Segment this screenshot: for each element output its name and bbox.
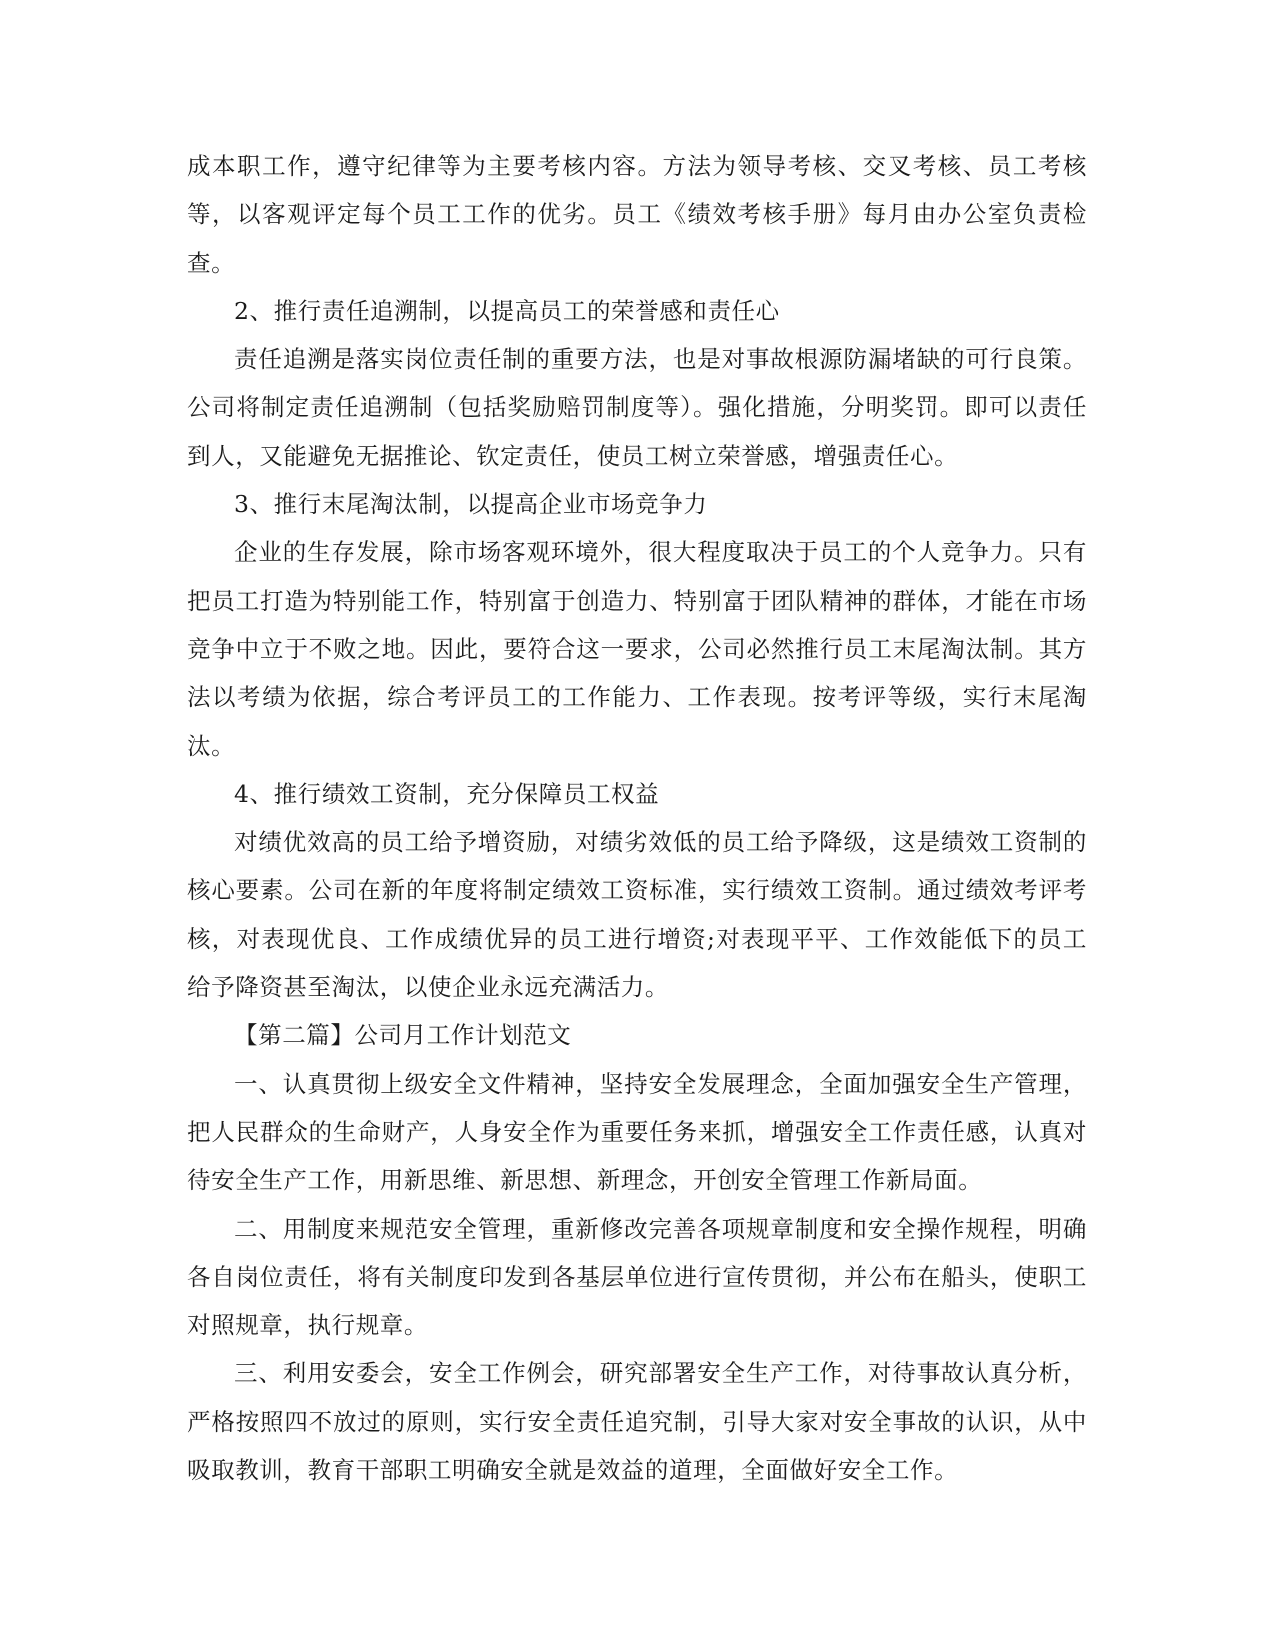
- paragraph-responsibility: 责任追溯是落实岗位责任制的重要方法，也是对事故根源防漏堵缺的可行良策。公司将制定责任追溯制（包括奖励赔罚制度等）。强化措施，分明奖罚。即可以责任到人，又能避免无据推论、钦定责任，使员工树立荣誉感，增强责任心。: [187, 345, 1087, 470]
- document-body: [187, 142, 1087, 1494]
- paragraph-item-1: 一、认真贯彻上级安全文件精神，坚持安全发展理念，全面加强安全生产管理，把人民群众的生命财产，人身安全作为重要任务来抓，增强安全工作责任感，认真对待安全生产工作，用新思维、新思想、新理念，开创安全管理工作新局面。: [187, 1069, 1087, 1195]
- paragraph-elimination: 企业的生存发展，除市场客观环境外，很大程度取决于员工的个人竞争力。只有把员工打造为特别能工作，特别富于创造力、特别富于团队精神的群体，才能在市场竞争中立于不败之地。因此，要符合这一要求，公司必然推行员工末尾淘汰制。其方法以考绩为依据，综合考评员工的工作能力、工作表现。按考评等级，实行末尾淘汰。: [187, 538, 1087, 760]
- section-heading-4: 4、推行绩效工资制，充分保障员工权益: [234, 779, 660, 808]
- paragraph-item-2: 二、用制度来规范安全管理，重新修改完善各项规章制度和安全操作规程，明确各自岗位责任，将有关制度印发到各基层单位进行宣传贯彻，并公布在船头，使职工对照规章，执行规章。: [187, 1214, 1087, 1340]
- paragraph-performance-pay: 对绩优效高的员工给予增资励，对绩劣效低的员工给予降级，这是绩效工资制的核心要素。公司在新的年度将制定绩效工资标准，实行绩效工资制。通过绩效考评考核，对表现优良、工作成绩优异的员工进行增资;对表现平平、工作效能低下的员工给予降资甚至淘汰，以使企业永远充满活力。: [187, 828, 1087, 1002]
- paragraph-continued: 成本职工作，遵守纪律等为主要考核内容。方法为领导考核、交叉考核、员工考核等，以客观评定每个员工工作的优劣。员工《绩效考核手册》每月由办公室负责检查。: [187, 152, 1087, 277]
- paragraph-item-3: 三、利用安委会，安全工作例会，研究部署安全生产工作，对待事故认真分析，严格按照四不放过的原则，实行安全责任追究制，引导大家对安全事故的认识，从中吸取教训，教育干部职工明确安全就是效益的道理，全面做好安全工作。: [187, 1359, 1087, 1485]
- article-title: 【第二篇】公司月工作计划范文: [234, 1021, 572, 1050]
- section-heading-3: 3、推行末尾淘汰制，以提高企业市场竞争力: [234, 490, 708, 519]
- section-heading-2: 2、推行责任追溯制，以提高员工的荣誉感和责任心: [234, 296, 780, 325]
